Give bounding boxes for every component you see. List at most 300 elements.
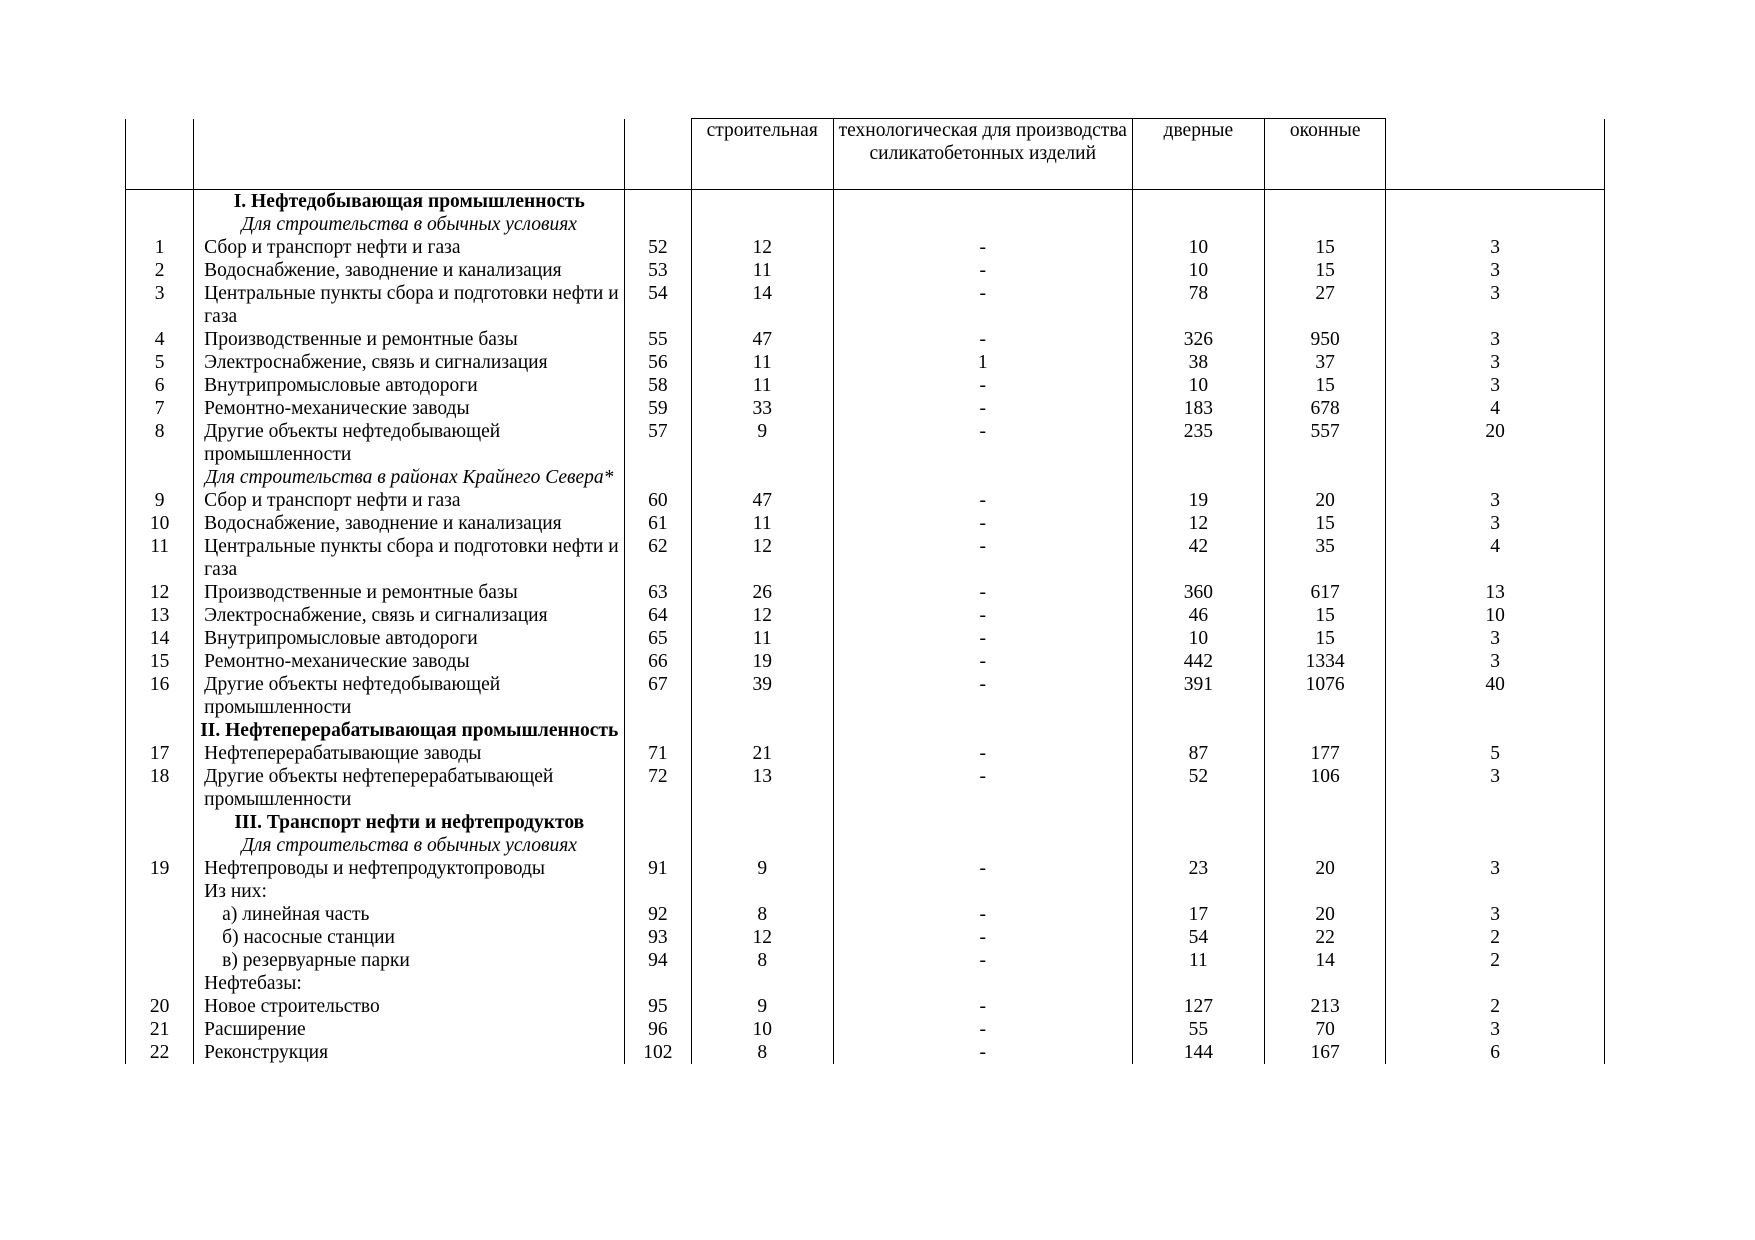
row-name: Производственные и ремонтные базы: [194, 328, 625, 351]
empty-cell: [691, 466, 833, 489]
row-number: 22: [126, 1041, 194, 1064]
row-construction: 8: [691, 903, 833, 926]
row-name: Другие объекты нефтедобывающей промышленности: [194, 420, 625, 466]
row-code: 64: [625, 604, 691, 627]
row-code: 53: [625, 259, 691, 282]
table-row: [126, 259, 1605, 282]
row-windows: 15: [1265, 236, 1386, 259]
section-title-row: [126, 811, 1605, 834]
empty-cell: [833, 466, 1132, 489]
row-doors: 87: [1132, 742, 1264, 765]
row-construction: 11: [691, 374, 833, 397]
empty-cell: [126, 972, 194, 995]
row-windows: 20: [1265, 857, 1386, 880]
empty-cell: [1386, 834, 1605, 857]
row-doors: 52: [1132, 765, 1264, 811]
row-code: 93: [625, 926, 691, 949]
table-row: [126, 650, 1605, 673]
row-doors: 10: [1132, 374, 1264, 397]
row-windows: 15: [1265, 512, 1386, 535]
row-doors: 235: [1132, 420, 1264, 466]
row-technological: -: [833, 627, 1132, 650]
row-windows: 106: [1265, 765, 1386, 811]
table-row: [126, 512, 1605, 535]
row-number: [126, 949, 194, 972]
row-name: Внутрипромысловые автодороги: [194, 627, 625, 650]
row-number: 13: [126, 604, 194, 627]
row-name: Сбор и транспорт нефти и газа: [194, 236, 625, 259]
row-doors: 10: [1132, 259, 1264, 282]
table-row: [126, 673, 1605, 719]
row-construction: 14: [691, 282, 833, 328]
empty-cell: [625, 880, 691, 903]
row-doors: 127: [1132, 995, 1264, 1018]
data-table: [125, 118, 1605, 1064]
empty-cell: [625, 213, 691, 236]
row-last: 3: [1386, 282, 1605, 328]
section-title: III. Транспорт нефти и нефтепродуктов: [194, 811, 625, 834]
header-cell-doors: дверные: [1132, 119, 1264, 190]
row-name: Другие объекты нефтедобывающей промышленности: [194, 673, 625, 719]
row-number: 16: [126, 673, 194, 719]
row-technological: -: [833, 374, 1132, 397]
row-last: 40: [1386, 673, 1605, 719]
row-number: 11: [126, 535, 194, 581]
row-name: Расширение: [194, 1018, 625, 1041]
row-construction: 11: [691, 259, 833, 282]
row-windows: 167: [1265, 1041, 1386, 1064]
table-row: [126, 903, 1605, 926]
row-technological: -: [833, 420, 1132, 466]
row-technological: -: [833, 535, 1132, 581]
section-subtitle-row: [126, 834, 1605, 857]
row-technological: -: [833, 949, 1132, 972]
empty-cell: [625, 466, 691, 489]
empty-cell: [1386, 880, 1605, 903]
row-doors: 183: [1132, 397, 1264, 420]
table-row: [126, 1041, 1605, 1064]
empty-cell: [833, 880, 1132, 903]
empty-cell: [625, 719, 691, 742]
row-technological: -: [833, 857, 1132, 880]
row-technological: -: [833, 581, 1132, 604]
empty-cell: [691, 811, 833, 834]
row-name: а) линейная часть: [194, 903, 625, 926]
header-cell-code: [625, 119, 691, 190]
empty-cell: [833, 213, 1132, 236]
row-technological: -: [833, 765, 1132, 811]
row-last: 3: [1386, 489, 1605, 512]
row-code: 60: [625, 489, 691, 512]
row-name: Центральные пункты сбора и подготовки нефти и газа: [194, 535, 625, 581]
section-title-row: [126, 719, 1605, 742]
row-construction: 8: [691, 1041, 833, 1064]
header-cell-name: [194, 119, 625, 190]
table-row: [126, 627, 1605, 650]
row-construction: 39: [691, 673, 833, 719]
empty-cell: [833, 972, 1132, 995]
row-number: 10: [126, 512, 194, 535]
empty-cell: [1265, 719, 1386, 742]
row-technological: -: [833, 328, 1132, 351]
row-construction: 12: [691, 236, 833, 259]
row-code: 55: [625, 328, 691, 351]
header-cell-number: [126, 119, 194, 190]
row-doors: 326: [1132, 328, 1264, 351]
section-subtitle-row: [126, 466, 1605, 489]
row-code: 56: [625, 351, 691, 374]
row-technological: -: [833, 282, 1132, 328]
row-doors: 144: [1132, 1041, 1264, 1064]
row-last: 3: [1386, 903, 1605, 926]
section-title: I. Нефтедобывающая промышленность: [194, 190, 625, 214]
row-last: 3: [1386, 374, 1605, 397]
row-number: 15: [126, 650, 194, 673]
table-row: [126, 949, 1605, 972]
row-construction: 11: [691, 512, 833, 535]
row-last: 2: [1386, 995, 1605, 1018]
empty-cell: [625, 190, 691, 214]
row-construction: 26: [691, 581, 833, 604]
row-last: 3: [1386, 259, 1605, 282]
table-row: [126, 374, 1605, 397]
empty-cell: [126, 880, 194, 903]
empty-cell: [691, 190, 833, 214]
table-row: [126, 420, 1605, 466]
row-windows: 15: [1265, 259, 1386, 282]
row-doors: 38: [1132, 351, 1264, 374]
row-last: 3: [1386, 236, 1605, 259]
row-windows: 27: [1265, 282, 1386, 328]
table-row: [126, 581, 1605, 604]
row-last: 4: [1386, 535, 1605, 581]
row-technological: -: [833, 397, 1132, 420]
header-cell-last: [1386, 119, 1605, 190]
row-technological: -: [833, 995, 1132, 1018]
empty-cell: [126, 719, 194, 742]
row-windows: 177: [1265, 742, 1386, 765]
header-cell-windows: оконные: [1265, 119, 1386, 190]
row-windows: 557: [1265, 420, 1386, 466]
row-number: 7: [126, 397, 194, 420]
row-construction: 8: [691, 949, 833, 972]
row-windows: 950: [1265, 328, 1386, 351]
empty-cell: [625, 834, 691, 857]
row-construction: 9: [691, 857, 833, 880]
row-number: 20: [126, 995, 194, 1018]
row-name: Водоснабжение, заводнение и канализация: [194, 259, 625, 282]
group-label-row: [126, 972, 1605, 995]
row-name: в) резервуарные парки: [194, 949, 625, 972]
row-name: Нефтепроводы и нефтепродуктопроводы: [194, 857, 625, 880]
row-last: 3: [1386, 512, 1605, 535]
empty-cell: [1265, 972, 1386, 995]
row-last: 6: [1386, 1041, 1605, 1064]
row-number: 8: [126, 420, 194, 466]
row-number: [126, 903, 194, 926]
empty-cell: [691, 719, 833, 742]
empty-cell: [1132, 834, 1264, 857]
row-windows: 213: [1265, 995, 1386, 1018]
row-doors: 10: [1132, 236, 1264, 259]
table-row: [126, 489, 1605, 512]
row-code: 54: [625, 282, 691, 328]
row-windows: 70: [1265, 1018, 1386, 1041]
row-doors: 360: [1132, 581, 1264, 604]
row-name: Реконструкция: [194, 1041, 625, 1064]
row-code: 61: [625, 512, 691, 535]
row-construction: 9: [691, 420, 833, 466]
empty-cell: [1265, 213, 1386, 236]
empty-cell: [1132, 719, 1264, 742]
row-number: 21: [126, 1018, 194, 1041]
empty-cell: [691, 972, 833, 995]
row-doors: 46: [1132, 604, 1264, 627]
row-technological: -: [833, 673, 1132, 719]
row-code: 96: [625, 1018, 691, 1041]
empty-cell: [833, 811, 1132, 834]
row-last: 2: [1386, 949, 1605, 972]
empty-cell: [833, 719, 1132, 742]
row-construction: 9: [691, 995, 833, 1018]
table-body: [126, 190, 1605, 1065]
row-technological: -: [833, 489, 1132, 512]
row-construction: 33: [691, 397, 833, 420]
row-name: Сбор и транспорт нефти и газа: [194, 489, 625, 512]
row-windows: 14: [1265, 949, 1386, 972]
row-windows: 617: [1265, 581, 1386, 604]
row-technological: -: [833, 650, 1132, 673]
row-name: Нефтеперерабатывающие заводы: [194, 742, 625, 765]
row-windows: 1334: [1265, 650, 1386, 673]
row-name: Центральные пункты сбора и подготовки нефти и газа: [194, 282, 625, 328]
empty-cell: [625, 811, 691, 834]
table-row: [126, 995, 1605, 1018]
row-code: 72: [625, 765, 691, 811]
row-construction: 12: [691, 926, 833, 949]
row-last: 13: [1386, 581, 1605, 604]
row-technological: -: [833, 926, 1132, 949]
row-name: Водоснабжение, заводнение и канализация: [194, 512, 625, 535]
row-number: [126, 926, 194, 949]
row-last: 5: [1386, 742, 1605, 765]
row-technological: -: [833, 903, 1132, 926]
row-windows: 35: [1265, 535, 1386, 581]
row-last: 2: [1386, 926, 1605, 949]
table-row: [126, 926, 1605, 949]
row-name: Электроснабжение, связь и сигнализация: [194, 604, 625, 627]
row-last: 3: [1386, 627, 1605, 650]
row-doors: 12: [1132, 512, 1264, 535]
row-doors: 442: [1132, 650, 1264, 673]
empty-cell: [691, 834, 833, 857]
header-cell-construction: строительная: [691, 119, 833, 190]
row-code: 94: [625, 949, 691, 972]
row-last: 3: [1386, 351, 1605, 374]
table-row: [126, 351, 1605, 374]
row-windows: 15: [1265, 627, 1386, 650]
empty-cell: [1386, 972, 1605, 995]
row-doors: 19: [1132, 489, 1264, 512]
table-header-row: [126, 119, 1605, 190]
row-name: Производственные и ремонтные базы: [194, 581, 625, 604]
empty-cell: [1132, 190, 1264, 214]
row-last: 3: [1386, 1018, 1605, 1041]
empty-cell: [1132, 811, 1264, 834]
row-doors: 55: [1132, 1018, 1264, 1041]
row-number: 9: [126, 489, 194, 512]
row-number: 18: [126, 765, 194, 811]
row-windows: 1076: [1265, 673, 1386, 719]
table-row: [126, 236, 1605, 259]
empty-cell: [1386, 466, 1605, 489]
row-last: 3: [1386, 328, 1605, 351]
empty-cell: [126, 834, 194, 857]
row-last: 3: [1386, 857, 1605, 880]
empty-cell: [1265, 834, 1386, 857]
table-row: [126, 765, 1605, 811]
empty-cell: [126, 811, 194, 834]
row-code: 63: [625, 581, 691, 604]
table-row: [126, 282, 1605, 328]
row-technological: -: [833, 604, 1132, 627]
row-windows: 678: [1265, 397, 1386, 420]
empty-cell: [1265, 811, 1386, 834]
row-code: 59: [625, 397, 691, 420]
table-row: [126, 742, 1605, 765]
empty-cell: [1265, 190, 1386, 214]
row-doors: 42: [1132, 535, 1264, 581]
row-code: 66: [625, 650, 691, 673]
table-row: [126, 857, 1605, 880]
row-windows: 20: [1265, 903, 1386, 926]
row-technological: -: [833, 1041, 1132, 1064]
row-technological: -: [833, 742, 1132, 765]
empty-cell: [1386, 190, 1605, 214]
row-code: 71: [625, 742, 691, 765]
row-name: Электроснабжение, связь и сигнализация: [194, 351, 625, 374]
empty-cell: [1132, 213, 1264, 236]
table-row: [126, 535, 1605, 581]
row-name: Внутрипромысловые автодороги: [194, 374, 625, 397]
row-construction: 13: [691, 765, 833, 811]
empty-cell: [126, 466, 194, 489]
row-number: 6: [126, 374, 194, 397]
row-number: 19: [126, 857, 194, 880]
row-code: 52: [625, 236, 691, 259]
empty-cell: [126, 213, 194, 236]
row-name: Другие объекты нефтеперерабатывающей промышленности: [194, 765, 625, 811]
row-technological: -: [833, 1018, 1132, 1041]
row-doors: 10: [1132, 627, 1264, 650]
empty-cell: [1386, 811, 1605, 834]
row-windows: 20: [1265, 489, 1386, 512]
empty-cell: [1265, 880, 1386, 903]
row-number: 1: [126, 236, 194, 259]
row-construction: 12: [691, 604, 833, 627]
empty-cell: [126, 190, 194, 214]
row-construction: 19: [691, 650, 833, 673]
row-name: Ремонтно-механические заводы: [194, 650, 625, 673]
table-row: [126, 604, 1605, 627]
empty-cell: [625, 972, 691, 995]
empty-cell: [833, 190, 1132, 214]
section-title-row: [126, 190, 1605, 214]
row-technological: -: [833, 236, 1132, 259]
section-subtitle: Для строительства в районах Крайнего Севера*: [194, 466, 625, 489]
section-subtitle-row: [126, 213, 1605, 236]
empty-cell: [1265, 466, 1386, 489]
group-label-row: [126, 880, 1605, 903]
row-code: 62: [625, 535, 691, 581]
row-last: 3: [1386, 765, 1605, 811]
row-doors: 391: [1132, 673, 1264, 719]
table-row: [126, 397, 1605, 420]
section-subtitle: Для строительства в обычных условиях: [194, 213, 625, 236]
row-code: 92: [625, 903, 691, 926]
empty-cell: [1386, 213, 1605, 236]
group-label: Нефтебазы:: [194, 972, 625, 995]
row-number: 4: [126, 328, 194, 351]
section-subtitle: Для строительства в обычных условиях: [194, 834, 625, 857]
section-title: II. Нефтеперерабатывающая промышленность: [194, 719, 625, 742]
empty-cell: [691, 880, 833, 903]
row-construction: 21: [691, 742, 833, 765]
row-last: 4: [1386, 397, 1605, 420]
row-number: 17: [126, 742, 194, 765]
row-construction: 47: [691, 489, 833, 512]
row-number: 5: [126, 351, 194, 374]
empty-cell: [1132, 972, 1264, 995]
row-last: 10: [1386, 604, 1605, 627]
row-number: 2: [126, 259, 194, 282]
table-row: [126, 1018, 1605, 1041]
empty-cell: [1132, 880, 1264, 903]
row-code: 91: [625, 857, 691, 880]
row-code: 95: [625, 995, 691, 1018]
row-name: б) насосные станции: [194, 926, 625, 949]
row-construction: 11: [691, 351, 833, 374]
row-construction: 11: [691, 627, 833, 650]
row-code: 67: [625, 673, 691, 719]
row-number: 14: [126, 627, 194, 650]
empty-cell: [691, 213, 833, 236]
row-name: Ремонтно-механические заводы: [194, 397, 625, 420]
row-last: 20: [1386, 420, 1605, 466]
row-code: 65: [625, 627, 691, 650]
row-code: 58: [625, 374, 691, 397]
row-number: 12: [126, 581, 194, 604]
row-doors: 78: [1132, 282, 1264, 328]
row-windows: 22: [1265, 926, 1386, 949]
table-row: [126, 328, 1605, 351]
empty-cell: [833, 834, 1132, 857]
row-last: 3: [1386, 650, 1605, 673]
header-cell-technological: технологическая для производства силикатобетонных изделий: [833, 119, 1132, 190]
row-construction: 47: [691, 328, 833, 351]
group-label: Из них:: [194, 880, 625, 903]
row-technological: 1: [833, 351, 1132, 374]
empty-cell: [1132, 466, 1264, 489]
row-technological: -: [833, 259, 1132, 282]
row-windows: 15: [1265, 374, 1386, 397]
row-doors: 11: [1132, 949, 1264, 972]
row-construction: 12: [691, 535, 833, 581]
row-doors: 54: [1132, 926, 1264, 949]
empty-cell: [1386, 719, 1605, 742]
row-doors: 17: [1132, 903, 1264, 926]
row-doors: 23: [1132, 857, 1264, 880]
